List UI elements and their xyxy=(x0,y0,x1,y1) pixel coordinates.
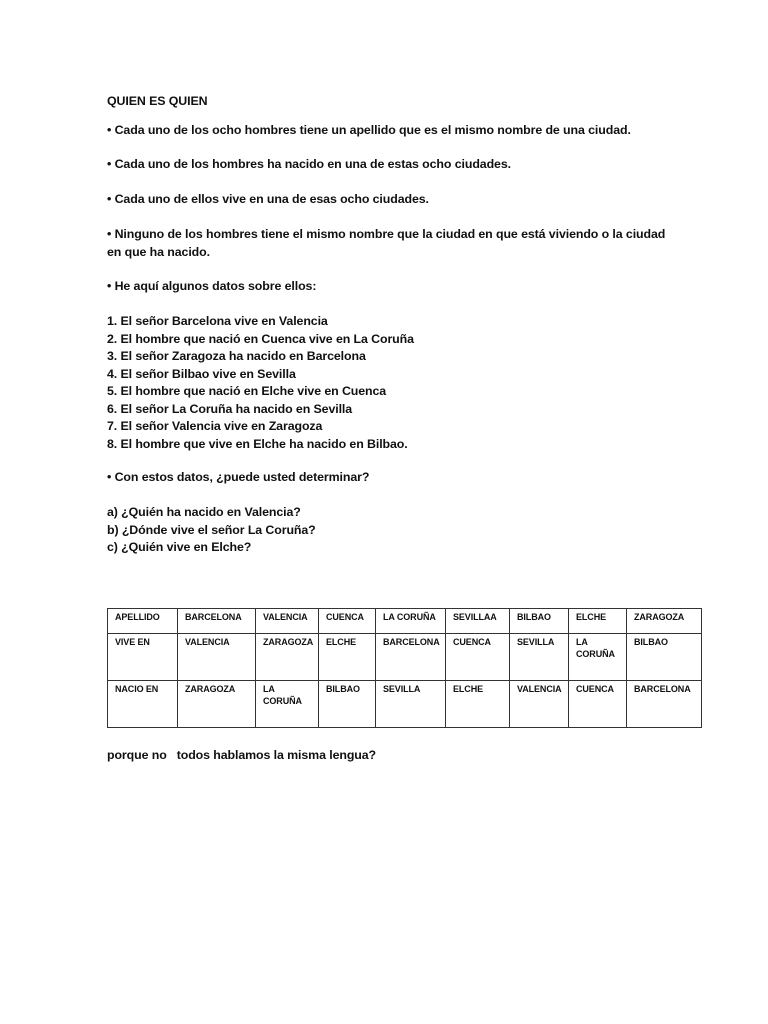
table-row-vive-en xyxy=(108,634,702,681)
table-row-nacio-en xyxy=(108,681,702,728)
table-cell: BILBAO xyxy=(510,609,569,634)
document-title xyxy=(107,93,687,111)
table-cell: ZARAGOZA xyxy=(178,681,256,728)
table-cell: SEVILLAA xyxy=(446,609,510,634)
bullet-text: • Cada uno de los ocho hombres tiene un apellido que es el mismo nombre de una ciudad. xyxy=(107,123,631,137)
table-cell: BILBAO xyxy=(319,681,376,728)
bullet-6 xyxy=(107,469,687,487)
bullet-1 xyxy=(107,122,687,140)
title-text: QUIEN ES QUIEN xyxy=(107,94,208,108)
clue-item: 4. El señor Bilbao vive en Sevilla xyxy=(107,366,296,381)
table-cell: ELCHE xyxy=(569,609,627,634)
bullet-text: • Cada uno de ellos vive en una de esas ocho ciudades. xyxy=(107,192,429,206)
puzzle-table xyxy=(107,608,702,728)
bullet-text: • Ninguno de los hombres tiene el mismo nombre que la ciudad en que está viviendo o la ciudad en que ha nacido. xyxy=(107,227,666,259)
table-cell: CUENCA xyxy=(446,634,510,681)
table-cell: APELLIDO xyxy=(108,609,178,634)
footer-note xyxy=(107,747,687,765)
clue-list xyxy=(107,313,687,453)
clue-item: 3. El señor Zaragoza ha nacido en Barcelona xyxy=(107,349,366,363)
question-item: b) ¿Dónde vive el señor La Coruña? xyxy=(107,522,316,537)
bullet-4 xyxy=(107,226,667,261)
question-item: c) ¿Quién vive en Elche? xyxy=(107,540,252,554)
table-cell: VALENCIA xyxy=(178,634,256,681)
table-cell: SEVILLA xyxy=(510,634,569,681)
table-cell: SEVILLA xyxy=(376,681,446,728)
bullet-5 xyxy=(107,278,687,296)
table-cell: ZARAGOZA xyxy=(256,634,319,681)
table-cell: BARCELONA xyxy=(376,634,446,681)
table-cell: CUENCA xyxy=(569,681,627,728)
bullet-text: • Con estos datos, ¿puede usted determinar? xyxy=(107,470,370,484)
question-item: a) ¿Quién ha nacido en Valencia? xyxy=(107,505,301,519)
table-cell: VIVE EN xyxy=(108,634,178,681)
table-cell: ELCHE xyxy=(446,681,510,728)
table-cell: LA CORUÑA xyxy=(376,609,446,634)
table-row-apellido xyxy=(108,609,702,634)
table-cell: CUENCA xyxy=(319,609,376,634)
clue-item: 5. El hombre que nació en Elche vive en Cuenca xyxy=(107,384,387,398)
table-cell: ZARAGOZA xyxy=(627,609,702,634)
bullet-text: • Cada uno de los hombres ha nacido en una de estas ocho ciudades. xyxy=(107,157,511,171)
table-cell: LA CORUÑA xyxy=(256,681,319,728)
clue-item: 6. El señor La Coruña ha nacido en Sevilla xyxy=(107,401,353,416)
table-cell: BARCELONA xyxy=(627,681,702,728)
question-list xyxy=(107,504,687,557)
table-cell: VALENCIA xyxy=(256,609,319,634)
table-cell: BILBAO xyxy=(627,634,702,681)
clue-item: 2. El hombre que nació en Cuenca vive en La Coruña xyxy=(107,331,414,346)
clue-item: 7. El señor Valencia vive en Zaragoza xyxy=(107,419,323,433)
clue-item: 1. El señor Barcelona vive en Valencia xyxy=(107,314,328,328)
bullet-2 xyxy=(107,156,687,174)
table-cell: LA CORUÑA xyxy=(569,634,627,681)
table-cell: VALENCIA xyxy=(510,681,569,728)
clue-item: 8. El hombre que vive en Elche ha nacido en Bilbao. xyxy=(107,436,408,451)
footer-text: porque no todos hablamos la misma lengua? xyxy=(107,748,377,762)
table-cell: BARCELONA xyxy=(178,609,256,634)
table-cell: ELCHE xyxy=(319,634,376,681)
bullet-text: • He aquí algunos datos sobre ellos: xyxy=(107,279,317,293)
bullet-3 xyxy=(107,191,687,209)
table-cell: NACIO EN xyxy=(108,681,178,728)
